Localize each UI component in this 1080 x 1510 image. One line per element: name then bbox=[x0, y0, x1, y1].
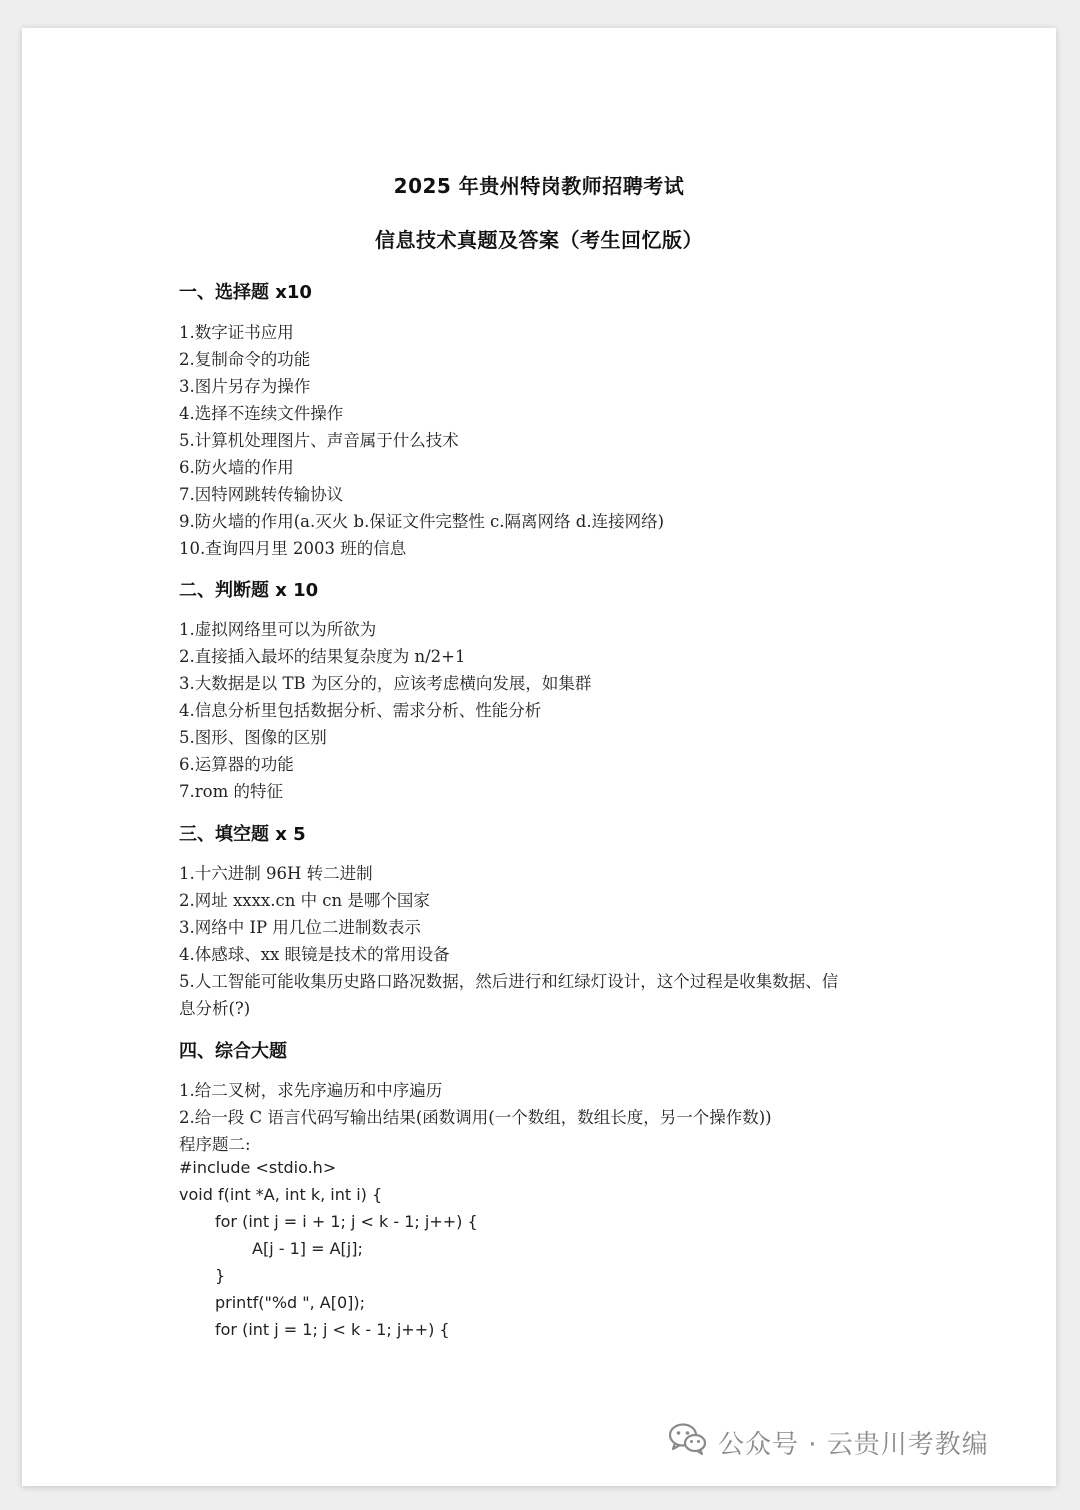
list-item: 2.给一段 C 语言代码写输出结果(函数调用(一个数组，数组长度，另一个操作数)) bbox=[179, 1108, 772, 1127]
section-heading-choice: 一、选择题 x10 bbox=[179, 282, 312, 303]
watermark-text: 公众号 · 云贵川考教编 bbox=[718, 1430, 989, 1460]
code-line: } bbox=[215, 1266, 226, 1285]
list-item: 10.查询四月里 2003 班的信息 bbox=[179, 539, 407, 558]
list-item: 2.网址 xxxx.cn 中 cn 是哪个国家 bbox=[179, 891, 430, 910]
list-item: 3.大数据是以 TB 为区分的，应该考虑横向发展，如集群 bbox=[179, 674, 592, 693]
list-item: 4.信息分析里包括数据分析、需求分析、性能分析 bbox=[179, 701, 542, 720]
list-item: 2.直接插入最坏的结果复杂度为 n/2+1 bbox=[179, 647, 466, 666]
list-item: 5.图形、图像的区别 bbox=[179, 728, 327, 747]
list-item: 1.数字证书应用 bbox=[179, 323, 294, 342]
section-heading-judgement: 二、判断题 x 10 bbox=[179, 580, 319, 601]
document-page bbox=[22, 28, 1056, 1486]
list-item: 7.因特网跳转传输协议 bbox=[179, 485, 344, 504]
list-item: 5.计算机处理图片、声音属于什么技术 bbox=[179, 431, 459, 450]
code-line: void f(int *A, int k, int i) { bbox=[179, 1185, 383, 1204]
list-item: 3.图片另存为操作 bbox=[179, 377, 311, 396]
list-item: 1.给二叉树，求先序遍历和中序遍历 bbox=[179, 1081, 443, 1100]
list-item: 1.十六进制 96H 转二进制 bbox=[179, 864, 373, 883]
list-item: 程序题二: bbox=[179, 1135, 251, 1154]
list-item: 4.选择不连续文件操作 bbox=[179, 404, 344, 423]
section-heading-comprehensive: 四、综合大题 bbox=[179, 1041, 287, 1062]
list-item: 6.运算器的功能 bbox=[179, 755, 294, 774]
list-item: 7.rom 的特征 bbox=[179, 782, 283, 801]
list-item: 9.防火墙的作用(a.灭火 b.保证文件完整性 c.隔离网络 d.连接网络) bbox=[179, 512, 665, 531]
list-item: 息分析(?) bbox=[179, 999, 251, 1018]
code-line: for (int j = 1; j < k - 1; j++) { bbox=[215, 1320, 450, 1339]
list-item: 5.人工智能可能收集历史路口路况数据，然后进行和红绿灯设计，这个过程是收集数据、信 bbox=[179, 972, 839, 991]
list-item: 4.体感球、xx 眼镜是技术的常用设备 bbox=[179, 945, 450, 964]
document-subtitle: 信息技术真题及答案（考生回忆版） bbox=[375, 228, 703, 252]
list-item: 6.防火墙的作用 bbox=[179, 458, 294, 477]
list-item: 3.网络中 IP 用几位二进制数表示 bbox=[179, 918, 421, 937]
code-line: A[j - 1] = A[j]; bbox=[252, 1239, 363, 1258]
document-title: 2025 年贵州特岗教师招聘考试 bbox=[393, 174, 685, 198]
code-line: printf("%d ", A[0]); bbox=[215, 1293, 366, 1312]
code-line: for (int j = i + 1; j < k - 1; j++) { bbox=[215, 1212, 478, 1231]
section-heading-fill-blank: 三、填空题 x 5 bbox=[179, 824, 306, 845]
wechat-icon bbox=[668, 1422, 718, 1463]
list-item: 2.复制命令的功能 bbox=[179, 350, 311, 369]
list-item: 1.虚拟网络里可以为所欲为 bbox=[179, 620, 377, 639]
watermark bbox=[668, 1422, 989, 1463]
code-line: #include <stdio.h> bbox=[179, 1158, 337, 1177]
